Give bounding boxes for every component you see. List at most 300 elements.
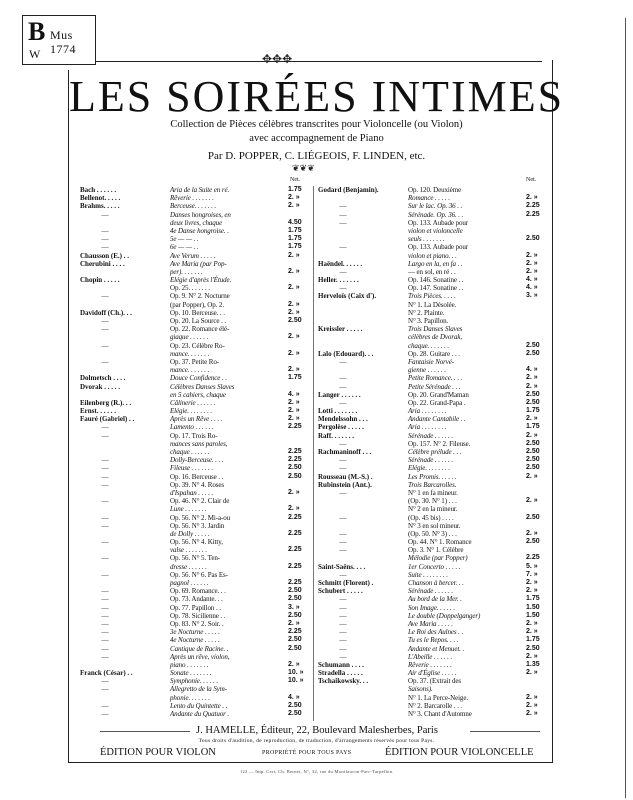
composer bbox=[80, 333, 170, 341]
piece-title: (Op. 45 bis) . . . . bbox=[408, 513, 454, 522]
piece-title: giaque . . . . . . bbox=[170, 333, 209, 342]
piece-title: gienne . . . . . . bbox=[408, 366, 446, 375]
piece-title: valse . . . . . . . bbox=[170, 546, 207, 555]
piece-title: (Op. 30. N° 1) . . . bbox=[408, 497, 457, 506]
piece-title: Romance . . . . . bbox=[408, 194, 450, 203]
price bbox=[526, 227, 548, 235]
composer: Mendelssohn . . . bbox=[318, 415, 368, 424]
composer bbox=[318, 342, 408, 350]
catalog-entry bbox=[80, 227, 310, 235]
price: 2. » bbox=[526, 267, 538, 275]
catalog-entry bbox=[318, 571, 548, 579]
authors: Par D. POPPER, C. LIÉGEOIS, F. LINDEN, etc. bbox=[207, 150, 426, 162]
composer: — bbox=[339, 546, 347, 555]
price: 2.50 bbox=[288, 644, 302, 652]
stamp-logo: B bbox=[28, 17, 46, 46]
printer-imprint: 122 — Imp. Cert, Ch. Bernet, N°, 32, rue du Montfaucon-Parc-Tarpellon. bbox=[240, 769, 394, 774]
catalog-entry bbox=[318, 620, 548, 628]
piece-title: N° 3. Papillon. bbox=[408, 317, 449, 325]
piece-title: Dolly-Berceuse. . . . bbox=[170, 456, 224, 465]
composer: Dvorak . . . . . bbox=[80, 382, 121, 391]
composer: — bbox=[339, 652, 347, 661]
price: 2. » bbox=[526, 710, 538, 717]
catalog-entry bbox=[80, 366, 310, 374]
price bbox=[288, 432, 310, 440]
composer: Schubert . . . . . bbox=[318, 587, 363, 596]
catalog-entry bbox=[318, 309, 548, 317]
composer: Raff. . . . . . . bbox=[318, 431, 354, 440]
piece-title: chaque . . . . . . bbox=[170, 448, 210, 456]
piece-title: Op. 133. Aubade pour bbox=[408, 218, 469, 227]
piece-title: Petite Romance. . . . bbox=[408, 374, 463, 383]
catalog-entry bbox=[80, 243, 310, 251]
piece-title: Aria . . . . . . . . bbox=[408, 407, 447, 416]
piece-title: Op. 23. Célèbre Ro- bbox=[170, 341, 225, 350]
composer: Lotti . . . . . . . bbox=[318, 407, 358, 416]
piece-title: — en sol, en ré . . bbox=[408, 267, 456, 276]
composer bbox=[318, 301, 408, 309]
piece-title: Après un Rêve . . . . bbox=[170, 415, 223, 424]
piece-title: violon et violoncelle bbox=[408, 226, 463, 235]
price: 2.25 bbox=[288, 423, 302, 431]
catalog-entry bbox=[318, 317, 548, 325]
composer: Rachmaninoff . . . bbox=[318, 448, 372, 456]
catalog-entry bbox=[318, 694, 548, 702]
piece-title: Op. 83. N° 2. Soir. . bbox=[170, 619, 224, 628]
catalog-entry bbox=[80, 456, 310, 464]
composer bbox=[80, 489, 170, 497]
piece-title: Sonate . . . . . . . bbox=[170, 669, 212, 678]
price: 2. » bbox=[526, 652, 538, 660]
composer bbox=[318, 505, 408, 513]
catalog-entry bbox=[80, 399, 310, 407]
price: 4. » bbox=[526, 276, 538, 284]
piece-title: Op. 56. N° 5. Ten- bbox=[170, 554, 220, 563]
composer bbox=[80, 366, 170, 374]
composer: — bbox=[339, 284, 347, 293]
composer: Bach . . . . . . bbox=[80, 186, 117, 194]
price: 2. » bbox=[288, 407, 300, 415]
composer: — bbox=[101, 554, 109, 563]
piece-title: Fileuse . . . . . . . bbox=[170, 464, 214, 473]
composer bbox=[318, 366, 408, 374]
catalog-entry bbox=[80, 481, 310, 489]
price: 1.35 bbox=[526, 660, 540, 668]
composer: — bbox=[101, 226, 109, 235]
catalog-entry bbox=[318, 325, 548, 333]
composer: Rubinstein (Ant.). bbox=[318, 480, 372, 489]
composer: — bbox=[101, 677, 109, 686]
price: 1.75 bbox=[288, 186, 302, 193]
catalog-entry bbox=[318, 595, 548, 603]
catalog-entry bbox=[80, 383, 310, 391]
catalog-entry bbox=[318, 268, 548, 276]
catalog-entry bbox=[318, 497, 548, 505]
price: 4. » bbox=[288, 693, 300, 701]
composer: — bbox=[101, 611, 109, 620]
composer: Eilenberg (R.). . . bbox=[80, 398, 132, 407]
price: 2. » bbox=[526, 619, 538, 627]
composer: — bbox=[101, 595, 109, 604]
catalog-entry bbox=[80, 309, 310, 317]
composer: — bbox=[101, 685, 109, 694]
composer: Chausson (E.) . . bbox=[80, 251, 130, 260]
edition-cello: ÉDITION POUR VIOLONCELLE bbox=[385, 747, 534, 758]
composer: — bbox=[339, 382, 347, 391]
composer: — bbox=[101, 357, 109, 366]
piece-title: mance. . . . . . . bbox=[170, 349, 210, 358]
catalog-entry bbox=[80, 473, 310, 481]
price: 2. » bbox=[526, 374, 538, 382]
piece-title: célèbres de Dvorak, bbox=[408, 333, 463, 342]
catalog-entry bbox=[80, 587, 310, 595]
piece-title: Berceuse. . . . . . . bbox=[170, 202, 217, 211]
price: 2. » bbox=[526, 259, 538, 267]
composer: — bbox=[101, 538, 109, 547]
catalog-entry bbox=[318, 333, 548, 341]
composer bbox=[80, 268, 170, 276]
price: 2.50 bbox=[288, 611, 302, 619]
composer: — bbox=[339, 644, 347, 653]
composer bbox=[80, 391, 170, 399]
piece-title: Op. 77. Papillon . . bbox=[170, 603, 221, 612]
price: 2. » bbox=[526, 579, 538, 586]
piece-title: Après un rêve, violon, bbox=[170, 652, 230, 661]
publisher: J. HAMELLE, Éditeur, 22, Boulevard Malesherbes, Paris bbox=[196, 725, 438, 736]
piece-title: Op. 44. N° 1. Romance bbox=[408, 538, 472, 547]
piece-title: Trois Pièces. . . . . bbox=[408, 292, 456, 301]
piece-title: Sérénade. Op. 36. . . bbox=[408, 210, 464, 219]
price: 4. » bbox=[526, 366, 538, 374]
piece-title: dresse . . . . . . bbox=[170, 562, 207, 571]
piece-title: Tu es le Repos. . . . bbox=[408, 636, 459, 645]
composer: — bbox=[101, 628, 109, 637]
composer: Rousseau (M.-S.) . bbox=[318, 472, 373, 481]
price: 2. » bbox=[288, 300, 300, 308]
price bbox=[526, 481, 548, 489]
piece-title: N° 1. La Perce-Neige. bbox=[408, 693, 468, 702]
piece-title: (par Popper), Op. 2. bbox=[170, 300, 224, 309]
catalog-entry bbox=[80, 636, 310, 644]
piece-title: N° 2 en la mineur. bbox=[408, 505, 458, 514]
composer bbox=[80, 694, 170, 702]
catalog-entry bbox=[80, 219, 310, 227]
catalog-entry bbox=[318, 243, 548, 251]
catalog-entry bbox=[318, 342, 548, 350]
composer: Franck (César) . . bbox=[80, 669, 133, 678]
price: 2.50 bbox=[288, 701, 302, 709]
composer: — bbox=[101, 423, 109, 432]
piece-title: Andante Cantabile . . bbox=[408, 415, 466, 424]
catalog-entry bbox=[80, 653, 310, 661]
price: 2.25 bbox=[526, 554, 540, 562]
subtitle-2: avec accompagnement de Piano bbox=[249, 133, 384, 144]
rights-notice: Tous droits d'audition, de reproduction, de traduction, d'arrangements réservés pour tous Pays. bbox=[198, 738, 435, 744]
net-label-right: Net. bbox=[526, 177, 537, 183]
price: 2. » bbox=[288, 284, 300, 292]
piece-title: Air d'Église . . . . . bbox=[408, 669, 457, 678]
catalog-entry bbox=[80, 260, 310, 268]
catalog-entry bbox=[318, 448, 548, 456]
catalog-entry bbox=[318, 383, 548, 391]
composer bbox=[80, 563, 170, 571]
catalog-entry bbox=[80, 669, 310, 677]
catalog-entry bbox=[318, 260, 548, 268]
catalog-entry bbox=[80, 325, 310, 333]
piece-title: 6e — — . . bbox=[170, 243, 199, 252]
piece-title: Largo en la, en fa . . bbox=[408, 259, 463, 268]
catalog-entry bbox=[318, 211, 548, 219]
price: 2.50 bbox=[526, 456, 540, 464]
price: 2.50 bbox=[288, 636, 302, 644]
piece-title: Câlinerie . . . . . . bbox=[170, 398, 216, 407]
piece-title: de Dolly . . . . . bbox=[170, 529, 210, 538]
catalog-entry bbox=[80, 268, 310, 276]
price bbox=[288, 571, 310, 579]
price: 2. » bbox=[526, 431, 538, 439]
piece-title: Trois Barcarolles. bbox=[408, 480, 457, 489]
catalog-entry bbox=[318, 423, 548, 431]
piece-title: Op. 73. Andante. . . bbox=[170, 595, 223, 604]
price bbox=[526, 685, 548, 693]
piece-title: Célèbres Danses Slaves bbox=[170, 382, 235, 391]
price: 3. » bbox=[526, 292, 538, 300]
catalog-entry bbox=[318, 358, 548, 366]
catalog-entry bbox=[318, 563, 548, 571]
composer bbox=[80, 219, 170, 227]
piece-title: Lamento . . . . . . bbox=[170, 423, 214, 432]
price bbox=[526, 219, 548, 227]
catalog-entry bbox=[80, 292, 310, 300]
price: 2.50 bbox=[526, 398, 540, 406]
price: 2. » bbox=[288, 488, 300, 496]
composer bbox=[318, 333, 408, 341]
net-label-left: Net. bbox=[290, 177, 301, 183]
piece-title: Ave Verum . . . . . bbox=[170, 251, 216, 260]
composer: — bbox=[339, 202, 347, 211]
piece-title: Elégie. . . . . . . . bbox=[408, 464, 451, 473]
price: 2. » bbox=[288, 415, 300, 423]
composer: Kreissler . . . . . bbox=[318, 325, 363, 334]
price: 2. » bbox=[526, 251, 538, 259]
piece-title: Célèbre prélude . . . bbox=[408, 448, 462, 456]
page-title: LES SOIRÉES INTIMES bbox=[68, 72, 565, 121]
price: 2.25 bbox=[288, 513, 302, 521]
piece-title: Lento du Quintette . . bbox=[170, 701, 228, 710]
price: 1.75 bbox=[526, 407, 540, 415]
composer: — bbox=[339, 210, 347, 219]
catalog-entry bbox=[318, 235, 548, 243]
piece-title: 3e Nocturne . . . . . bbox=[170, 628, 220, 637]
price: 2. » bbox=[526, 382, 538, 390]
catalog-entry bbox=[80, 235, 310, 243]
price: 2. » bbox=[288, 660, 300, 668]
price: 7. » bbox=[526, 570, 538, 578]
catalog-entry bbox=[80, 391, 310, 399]
composer: Fauré (Gabriel) . . bbox=[80, 415, 135, 424]
piece-title: mance. . . . . . . bbox=[170, 366, 210, 375]
catalog-entry bbox=[318, 391, 548, 399]
composer: Bellenot. . . . . bbox=[80, 194, 121, 203]
piece-title: phonie. . . . . . . bbox=[170, 693, 210, 702]
piece-title: Op. 3. N° 1. Célèbre bbox=[408, 546, 464, 555]
catalog-entry bbox=[80, 645, 310, 653]
composer: — bbox=[101, 325, 109, 334]
library-stamp bbox=[22, 15, 96, 65]
piece-title: Op. 78. Sicilienne . . bbox=[170, 611, 226, 620]
price: 2. » bbox=[526, 194, 538, 202]
price: 5. » bbox=[526, 562, 538, 570]
catalog-entry bbox=[318, 194, 548, 202]
composer: — bbox=[101, 243, 109, 252]
price: 2. » bbox=[526, 693, 538, 701]
composer: — bbox=[339, 267, 347, 276]
composer: — bbox=[339, 619, 347, 628]
price: 2. » bbox=[288, 333, 300, 341]
price bbox=[288, 653, 310, 661]
composer: — bbox=[339, 456, 347, 465]
piece-title: Aria . . . . . . . . bbox=[408, 423, 447, 432]
catalog-entry bbox=[80, 702, 310, 710]
composer: — bbox=[339, 357, 347, 366]
price: 2.25 bbox=[288, 579, 302, 586]
composer: Heller. . . . . . . bbox=[318, 276, 359, 285]
piece-title: deux livres, chaque bbox=[170, 218, 223, 227]
composer bbox=[80, 301, 170, 309]
piece-title: Mélodie (par Popper) bbox=[408, 554, 468, 563]
piece-title: Son Image. . . . . . bbox=[408, 603, 455, 612]
catalog-entry bbox=[318, 669, 548, 677]
piece-title: Andante et Menuet. . bbox=[408, 644, 465, 653]
composer: — bbox=[101, 513, 109, 522]
composer bbox=[80, 661, 170, 669]
catalog-column-left bbox=[80, 186, 310, 718]
price: 2.25 bbox=[288, 628, 302, 636]
catalog-entry bbox=[80, 677, 310, 685]
piece-title: Chanson à bercer. . . bbox=[408, 579, 464, 587]
frame-left-rule bbox=[68, 70, 69, 762]
piece-title: N° 1 en fa mineur. bbox=[408, 488, 458, 497]
catalog-entry bbox=[318, 538, 548, 546]
composer bbox=[80, 546, 170, 554]
composer: Brahms. . . . . bbox=[80, 202, 120, 211]
price: 2.25 bbox=[288, 562, 302, 570]
piece-title: Suite . . . . . . . . bbox=[408, 570, 448, 579]
price: 4. » bbox=[288, 390, 300, 398]
price bbox=[526, 546, 548, 554]
composer: Cherubini . . . . bbox=[80, 259, 125, 268]
catalog-entry bbox=[80, 604, 310, 612]
piece-title: violon et piano. . . bbox=[408, 251, 457, 260]
composer bbox=[318, 194, 408, 202]
price bbox=[288, 522, 310, 530]
catalog-entry bbox=[80, 595, 310, 603]
composer: — bbox=[101, 317, 109, 325]
composer bbox=[318, 497, 408, 505]
piece-title: Sérénade . . . . . . bbox=[408, 456, 454, 465]
price: 2. » bbox=[288, 251, 300, 259]
composer bbox=[318, 554, 408, 562]
composer bbox=[318, 227, 408, 235]
catalog-entry bbox=[80, 202, 310, 210]
piece-title: (Op. 50. N° 3) . . . bbox=[408, 529, 457, 538]
piece-title: Douce Confidence . . bbox=[170, 374, 227, 383]
piece-title: Elégie d'après l'Étude. bbox=[170, 276, 232, 285]
piece-title: Op. 22. Romance élé- bbox=[170, 325, 230, 334]
composer: — bbox=[101, 603, 109, 612]
price: 2. » bbox=[526, 669, 538, 677]
piece-title: Allegretto de la Sym- bbox=[170, 685, 227, 694]
composer: Chopin . . . . . bbox=[80, 276, 120, 285]
price bbox=[288, 325, 310, 333]
piece-title: Le Roi des Aulnes . . bbox=[408, 628, 464, 637]
catalog-entry bbox=[80, 415, 310, 423]
catalog-entry bbox=[318, 489, 548, 497]
piece-title: Sérénade . . . . . . bbox=[408, 431, 454, 440]
piece-title: chaque. . . . . . . bbox=[408, 341, 450, 350]
composer bbox=[80, 505, 170, 513]
composer: — bbox=[101, 521, 109, 530]
price bbox=[526, 489, 548, 497]
composer: Ernst. . . . . . bbox=[80, 407, 116, 416]
piece-title: Sur le lac. Op. 36 . . bbox=[408, 202, 463, 211]
catalog-entry bbox=[318, 440, 548, 448]
composer: — bbox=[101, 210, 109, 219]
catalog-entry bbox=[318, 186, 548, 194]
piece-title: 5e — — . . bbox=[170, 235, 199, 244]
catalog-entry bbox=[318, 702, 548, 710]
footer-rule-left bbox=[100, 731, 190, 732]
catalog-entry bbox=[318, 530, 548, 538]
price: 3. » bbox=[288, 603, 300, 611]
composer: Dolmetsch . . . . bbox=[80, 374, 126, 383]
piece-title: Trois Danses Slaves bbox=[408, 325, 463, 334]
composer: — bbox=[101, 587, 109, 596]
price: 2. » bbox=[288, 398, 300, 406]
subtitle: Collection de Pièces célèbres transcrites pour Violoncelle (ou Violon) bbox=[170, 119, 463, 130]
composer: — bbox=[101, 636, 109, 645]
piece-title: N° 1. La Désolée. bbox=[408, 300, 457, 309]
catalog-entry bbox=[80, 440, 310, 448]
composer bbox=[318, 252, 408, 260]
composer: — bbox=[339, 628, 347, 637]
price bbox=[526, 333, 548, 341]
piece-title: Op. 37. (Extrait des bbox=[408, 677, 462, 686]
catalog-entry bbox=[80, 317, 310, 325]
catalog-entry bbox=[80, 448, 310, 456]
price: 2.50 bbox=[526, 349, 540, 357]
price: 2. » bbox=[288, 194, 300, 202]
catalog-column-right bbox=[318, 186, 548, 718]
composer: — bbox=[339, 611, 347, 620]
piece-title: Op. 9. N° 2. Nocturne bbox=[170, 292, 230, 301]
price bbox=[288, 276, 310, 284]
catalog-entry bbox=[318, 399, 548, 407]
catalog-entry bbox=[318, 374, 548, 382]
price bbox=[288, 260, 310, 268]
catalog-entry bbox=[80, 563, 310, 571]
piece-title: L'Abeille . . . . . . bbox=[408, 652, 453, 661]
piece-title: pagnol . . . . . . bbox=[170, 579, 209, 587]
price: 2.50 bbox=[526, 448, 540, 455]
composer: Pergolèse . . . . . bbox=[318, 423, 364, 432]
catalog-entry bbox=[318, 612, 548, 620]
piece-title: Op. 120. Deuxième bbox=[408, 186, 462, 194]
price: 2. » bbox=[288, 505, 300, 513]
price: 2. » bbox=[288, 366, 300, 374]
catalog-entry bbox=[318, 252, 548, 260]
piece-title: Ave Maria (par Pop- bbox=[170, 259, 227, 268]
